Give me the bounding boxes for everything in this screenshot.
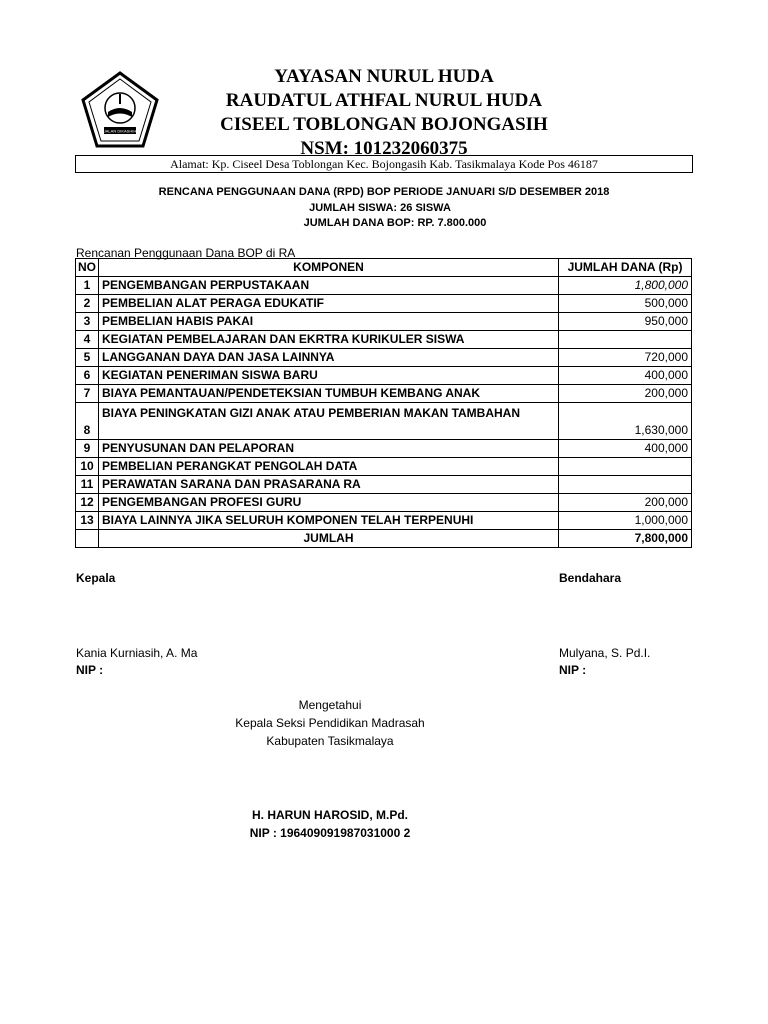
acknowledge-label: Mengetahui [298,698,362,712]
head-title: Kepala [76,571,116,585]
row-amount [559,458,692,476]
row-amount: 400,000 [559,367,692,385]
table-row [76,476,692,494]
school-location: CISEEL TOBLONGAN BOJONGASIH [220,114,548,135]
row-no: 8 [76,403,99,440]
head-nip: NIP : [76,663,104,677]
row-component: PEMBELIAN ALAT PERAGA EDUKATIF [99,295,559,313]
row-component: KEGIATAN PENERIMAN SISWA BARU [99,367,559,385]
table-row [76,440,692,458]
row-no: 12 [76,494,99,512]
row-amount: 720,000 [559,349,692,367]
row-no: 3 [76,313,99,331]
row-component: PENGEMBANGAN PROFESI GURU [99,494,559,512]
table-row [76,494,692,512]
row-component: KEGIATAN PEMBELAJARAN DAN EKRTRA KURIKULER SISWA [99,331,559,349]
row-component: PEMBELIAN PERANGKAT PENGOLAH DATA [99,458,559,476]
acknowledge-region: Kabupaten Tasikmalaya [266,734,394,748]
row-component: LANGGANAN DAYA DAN JASA LAINNYA [99,349,559,367]
address-box: Alamat: Kp. Ciseel Desa Toblongan Kec. Bojongasih Kab. Tasikmalaya Kode Pos 46187 [75,155,693,173]
table-header-row [76,259,692,277]
total-no-cell [76,530,99,548]
document-title: RENCANA PENGGUNAAN DANA (RPD) BOP PERIODE JANUARI S/D DESEMBER 2018 [158,186,610,198]
header-amount: JUMLAH DANA (Rp) [559,259,692,277]
acknowledge-nip: NIP : 196409091987031000 2 [249,826,411,840]
table-row [76,277,692,295]
row-no: 6 [76,367,99,385]
table-row [76,349,692,367]
head-name: Kania Kurniasih, A. Ma [76,646,198,660]
row-component: PEMBELIAN HABIS PAKAI [99,313,559,331]
acknowledge-position: Kepala Seksi Pendidikan Madrasah [235,716,425,730]
svg-text:JALAN DIKASHIH: JALAN DIKASHIH [103,128,137,134]
row-amount [559,476,692,494]
row-no: 2 [76,295,99,313]
foundation-name: YAYASAN NURUL HUDA [274,66,494,87]
treasurer-nip: NIP : [559,663,587,677]
row-component: PENGEMBANGAN PERPUSTAKAAN [99,277,559,295]
row-amount: 1,000,000 [559,512,692,530]
row-no: 13 [76,512,99,530]
row-no: 4 [76,331,99,349]
bop-total: JUMLAH DANA BOP: RP. 7.800.000 [303,217,487,229]
table-row [76,385,692,403]
row-component: PENYUSUNAN DAN PELAPORAN [99,440,559,458]
row-component: PERAWATAN SARANA DAN PRASARANA RA [99,476,559,494]
table-row [76,313,692,331]
row-no: 1 [76,277,99,295]
school-name: RAUDATUL ATHFAL NURUL HUDA [225,90,543,111]
treasurer-title: Bendahara [559,571,622,585]
row-amount: 200,000 [559,385,692,403]
header-component: KOMPONEN [99,259,559,277]
table-total-row [76,530,692,548]
row-no: 5 [76,349,99,367]
row-amount: 950,000 [559,313,692,331]
row-amount: 1,630,000 [559,403,692,440]
row-no: 10 [76,458,99,476]
table-caption: Rencanan Penggunaan Dana BOP di RA [76,246,296,260]
row-amount: 200,000 [559,494,692,512]
acknowledge-name: H. HARUN HAROSID, M.Pd. [252,808,408,822]
row-component: BIAYA PEMANTAUAN/PENDETEKSIAN TUMBUH KEMBANG ANAK [99,385,559,403]
row-no: 9 [76,440,99,458]
total-label: JUMLAH [99,530,559,548]
table-row [76,331,692,349]
treasurer-name: Mulyana, S. Pd.I. [559,646,651,660]
row-amount: 400,000 [559,440,692,458]
student-count: JUMLAH SISWA: 26 SISWA [309,202,451,214]
table-row [76,512,692,530]
total-amount: 7,800,000 [559,530,692,548]
table-row [76,403,692,440]
row-no: 11 [76,476,99,494]
row-amount [559,331,692,349]
table-row [76,367,692,385]
row-component: BIAYA LAINNYA JIKA SELURUH KOMPONEN TELAH TERPENUHI [99,512,559,530]
table-row [76,458,692,476]
row-amount: 500,000 [559,295,692,313]
row-no: 7 [76,385,99,403]
header-no: NO [76,259,99,277]
row-amount: 1,800,000 [559,277,692,295]
row-component: BIAYA PENINGKATAN GIZI ANAK ATAU PEMBERIAN MAKAN TAMBAHAN [99,403,559,440]
budget-table [75,258,692,548]
school-nsm: NSM: 101232060375 [300,138,468,159]
table-row [76,295,692,313]
